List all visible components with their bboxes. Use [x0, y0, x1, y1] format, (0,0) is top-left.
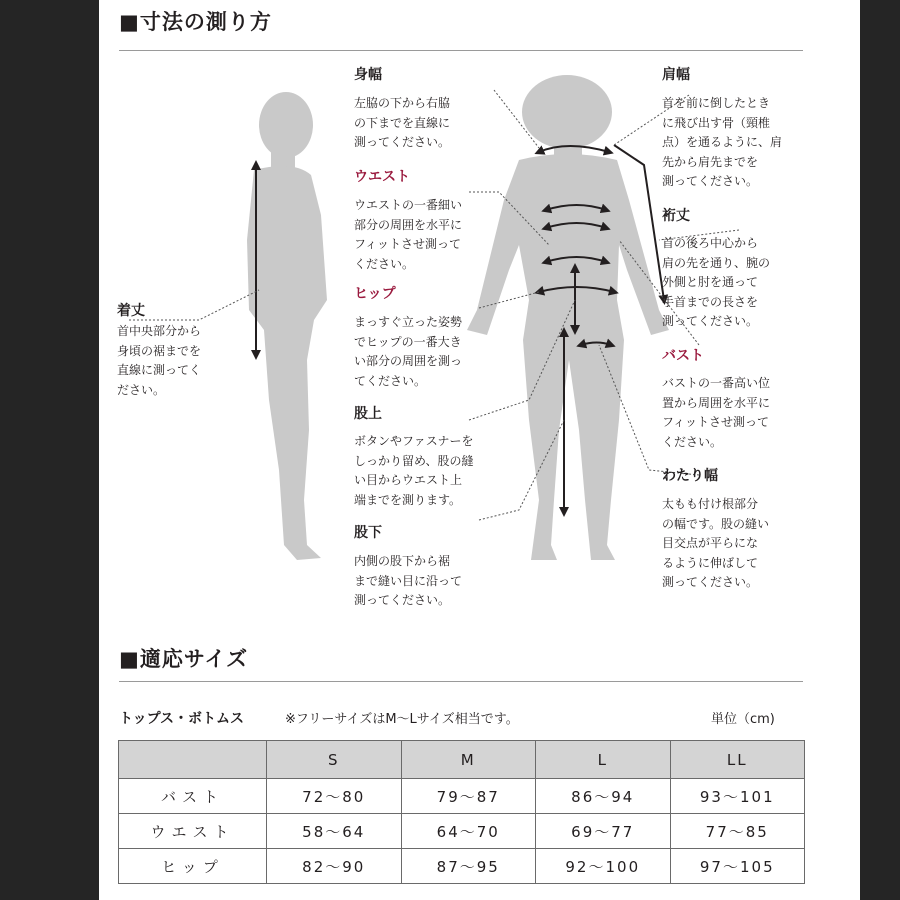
row-label-bust: バスト: [119, 779, 267, 814]
header-cell-blank: [119, 741, 267, 779]
table-cell: 69～77: [536, 814, 671, 849]
label-mihaba: 身幅: [354, 67, 382, 83]
measure-section-title: ■寸法の測り方: [119, 10, 272, 34]
label-katahaba: 肩幅: [662, 67, 690, 83]
desc-watari: 太もも付け根部分 の幅です。股の縫い 目交点が平らにな るように伸ばして 測ってください。: [662, 497, 770, 589]
table-cell: 93～101: [670, 779, 805, 814]
side-silhouette: [247, 92, 327, 560]
size-guide-page: [99, 0, 860, 900]
table-cell: 64～70: [401, 814, 536, 849]
table-row: [119, 779, 805, 814]
desc-bust: バストの一番高い位 置から周囲を水平に フィットさせ測って ください。: [662, 376, 771, 449]
header-cell-s: S: [267, 741, 402, 779]
label-bust: バスト: [662, 348, 704, 364]
label-watari: わたり幅: [662, 468, 718, 484]
desc-yukitake: 首の後ろ中心から 肩の先を通り、腕の 外側と肘を通って 手首までの長さを 測ってください。: [662, 236, 771, 328]
desc-waist: ウエストの一番細い 部分の周囲を水平に フィットさせ測って ください。: [354, 198, 463, 271]
desc-kitake: 首中央部分から 身頃の裾までを 直線に測ってく ださい。: [117, 324, 202, 397]
desc-katahaba: 首を前に倒したとき に飛び出す骨（頸椎 点）を通るように、肩 先から肩先までを 測ってください。: [662, 96, 783, 188]
desc-matashita: 内側の股下から裾 まで縫い目に沿って 測ってください。: [354, 554, 463, 607]
table-row: [119, 849, 805, 884]
table-cell: 86～94: [536, 779, 671, 814]
label-hip: ヒップ: [354, 286, 396, 302]
table-cell: 77～85: [670, 814, 805, 849]
size-section-title: ■適応サイズ: [119, 647, 249, 671]
header-cell-l: L: [536, 741, 671, 779]
right-dark-frame: [860, 0, 900, 900]
label-yukitake: 裄丈: [662, 208, 690, 224]
row-label-waist: ウエスト: [119, 814, 267, 849]
table-cell: 58～64: [267, 814, 402, 849]
desc-mihaba: 左脇の下から右脇 の下までを直線に 測ってください。: [354, 96, 451, 149]
table-cell: 97～105: [670, 849, 805, 884]
label-kitake: 着丈: [117, 303, 145, 319]
header-cell-ll: LL: [670, 741, 805, 779]
table-cell: 87～95: [401, 849, 536, 884]
table-cell: 92～100: [536, 849, 671, 884]
size-table-header-row: [119, 741, 805, 779]
table-cell: 79～87: [401, 779, 536, 814]
size-section-rule: [119, 681, 803, 682]
size-table: [118, 740, 805, 884]
label-matashita: 股下: [354, 525, 382, 541]
size-table-subheading: トップス・ボトムス: [119, 711, 245, 727]
header-cell-m: M: [401, 741, 536, 779]
row-label-hip: ヒップ: [119, 849, 267, 884]
desc-hip: まっすぐ立った姿勢 でヒップの一番大き い部分の周囲を測っ てください。: [354, 315, 463, 388]
desc-matagami: ボタンやファスナーを しっかり留め、股の縫 い目からウエスト上 端までを測ります。: [354, 434, 474, 507]
label-matagami: 股上: [354, 406, 382, 422]
size-table-unit: 単位（cm): [711, 712, 775, 727]
left-dark-frame: [0, 0, 99, 900]
size-table-note: ※フリーサイズはM～Lサイズ相当です。: [285, 712, 519, 727]
table-cell: 72～80: [267, 779, 402, 814]
label-waist: ウエスト: [354, 169, 410, 185]
table-row: [119, 814, 805, 849]
table-cell: 82～90: [267, 849, 402, 884]
